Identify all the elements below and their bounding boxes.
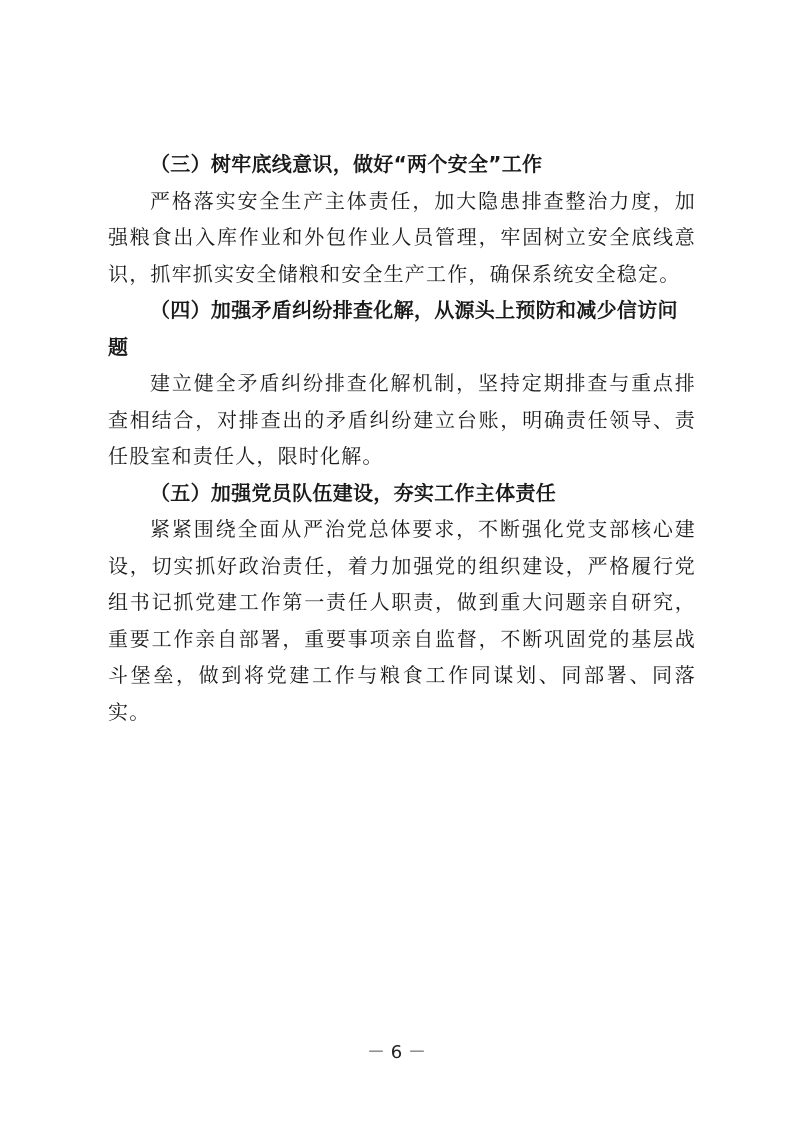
section-heading-4: （四）加强矛盾纠纷排查化解，从源头上预防和减少信访问题 [108, 298, 678, 359]
section-heading-3: （三）树牢底线意识，做好“两个安全”工作 [150, 152, 543, 176]
section-body-3: 严格落实安全生产主体责任，加大隐患排查整治力度，加强粮食出入库作业和外包作业人员管理，牢固树立安全底线意识，抓牢抓实安全储粮和安全生产工作，确保系统安全稳定。 [108, 188, 696, 286]
section-body-4: 建立健全矛盾纠纷排查化解机制，坚持定期排查与重点排查相结合，对排查出的矛盾纠纷建立台账，明确责任领导、责任股室和责任人，限时化解。 [108, 371, 696, 468]
section-heading-5: （五）加强党员队伍建设，夯实工作主体责任 [150, 480, 556, 505]
section-body-5: 紧紧围绕全面从严治党总体要求，不断强化党支部核心建设，切实抓好政治责任，着力加强党的组织建设，严格履行党组书记抓党建工作第一责任人职责，做到重大问题亲自研究，重要工作亲自部署，重要事项亲自监督，不断巩固党的基层战斗堡垒，做到将党建工作与粮食工作同谋划、同部署、同落实。 [108, 517, 696, 724]
page-number: － 6 － [367, 1042, 426, 1063]
document-body [108, 146, 696, 730]
